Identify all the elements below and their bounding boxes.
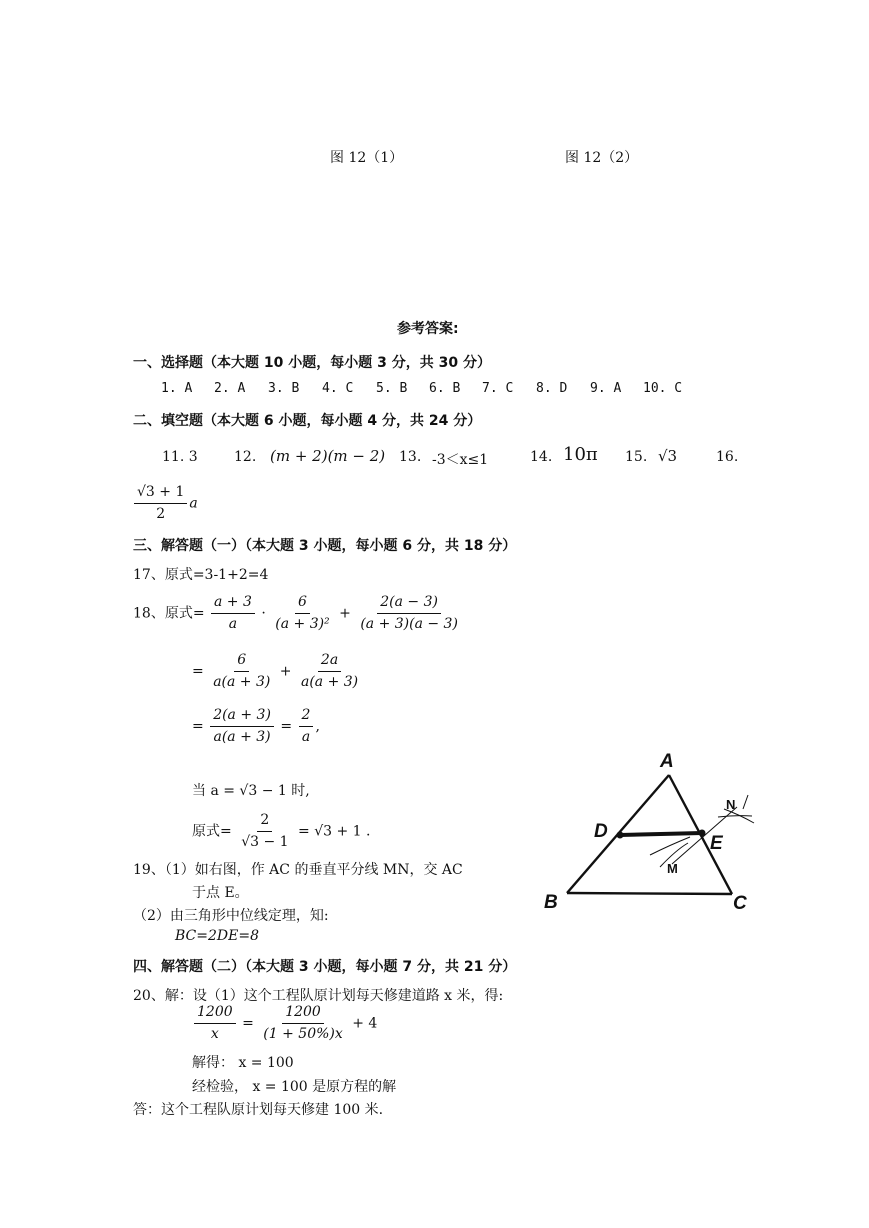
label-B: B <box>544 892 558 913</box>
eq-right-den: (1 + 50%)x <box>263 1025 343 1042</box>
q19-part1: 19、（1）如右图，作 AC 的垂直平分线 MN，交 AC <box>133 862 463 878</box>
step3-den: a(a + 3) <box>213 728 271 745</box>
label-N: N <box>726 797 736 812</box>
step2-t1-num: 6 <box>234 652 249 672</box>
q17: 17、原式=3-1+2=4 <box>133 567 269 583</box>
eq-plus: + 4 <box>352 1015 378 1032</box>
q20-check: 经检验， x = 100 是原方程的解 <box>192 1079 397 1095</box>
final-num: 2 <box>257 812 272 832</box>
answer-9: 9. A <box>590 381 622 396</box>
answer-10: 10. C <box>643 381 683 396</box>
q20-equation: $\frac{1200}{x}$ = $\frac{1200}{(1 + 50\%)x}$ + 4 <box>192 1004 377 1043</box>
answer-5: 5. B <box>376 381 408 396</box>
label-A: A <box>660 751 674 772</box>
q18-line3: = $\frac{2(a + 3)}{a(a + 3)}$ = $\frac{2}{a}$ , <box>192 707 320 745</box>
q15-label: 15. <box>625 449 648 465</box>
q20-answer: 答：这个工程队原计划每天修建 100 米. <box>133 1102 384 1118</box>
page-title: 参考答案: <box>397 321 459 337</box>
triangle-diagram <box>540 745 760 915</box>
final-prefix: 原式= <box>192 823 232 840</box>
q18-line2: = $\frac{6}{a(a + 3)}$ + $\frac{2a}{a(a + 3)}$ <box>192 652 363 691</box>
q18-t2-num: 6 <box>295 594 310 614</box>
q12-label: 12. <box>234 449 257 465</box>
answer-7: 7. C <box>482 381 514 396</box>
step3-res-num: 2 <box>299 707 314 727</box>
q20-solve: 解得： x = 100 <box>192 1055 294 1071</box>
label-D: D <box>594 821 608 842</box>
q18-t1-num: a + 3 <box>211 594 255 614</box>
step2-t2-num: 2a <box>318 652 341 672</box>
q18-when: 当 a = √3 − 1 时, <box>192 783 310 799</box>
final-result: = √3 + 1 . <box>298 823 371 840</box>
section4-heading: 四、解答题（二）（本大题 3 小题，每小题 7 分，共 21 分） <box>133 959 517 975</box>
final-den: √3 − 1 <box>241 833 289 850</box>
eq-left-num: 1200 <box>194 1004 236 1024</box>
figure-caption-2: 图 12（2） <box>565 150 639 166</box>
answer-1: 1. A <box>161 381 193 396</box>
eq-right-num: 1200 <box>282 1004 324 1024</box>
perpendicular-bisector <box>672 807 737 864</box>
answer-6: 6. B <box>429 381 461 396</box>
q13-label: 13. <box>399 449 422 465</box>
figure-caption-1: 图 12（1） <box>330 150 404 166</box>
side-BC <box>567 893 732 894</box>
q18-t2-den: (a + 3)² <box>275 615 330 632</box>
section3-heading: 三、解答题（一）（本大题 3 小题，每小题 6 分，共 18 分） <box>133 538 517 554</box>
eq-left-den: x <box>210 1025 219 1042</box>
q18-final <box>192 812 370 851</box>
answer-2: 2. A <box>214 381 246 396</box>
q16-answer <box>132 484 198 523</box>
q19-part1b: 于点 E。 <box>192 885 249 901</box>
step2-t1-den: a(a + 3) <box>213 673 271 690</box>
answer-8: 8. D <box>536 381 568 396</box>
q18-line1: 18、原式= $\frac{a + 3}{a}$ · $\frac{6}{\text{(a + 3)²}}$ + $\frac{2(a - 3)}{(a + 3)(a - 3)}$ <box>133 594 463 633</box>
q19-part2b: BC=2DE=8 <box>175 928 259 944</box>
q16-variable: a <box>189 495 198 512</box>
q15-answer: √3 <box>658 447 678 465</box>
q14-label: 14. <box>530 449 553 465</box>
section1-heading: 一、选择题（本大题 10 小题，每小题 3 分，共 30 分） <box>133 355 491 371</box>
segment-DE <box>620 833 702 835</box>
arc-upper-1 <box>718 816 752 817</box>
label-M: M <box>667 861 678 876</box>
step2-t2-den: a(a + 3) <box>300 673 359 690</box>
answer-4: 4. C <box>322 381 354 396</box>
q14-answer: 10π <box>563 444 598 465</box>
label-C: C <box>733 893 747 914</box>
q16-label: 16. <box>716 449 739 465</box>
q13-answer: -3＜x≤1 <box>432 452 489 468</box>
section2-heading: 二、填空题（本大题 6 小题，每小题 4 分，共 24 分） <box>133 413 482 429</box>
q16-numerator: √3 + 1 <box>134 484 187 504</box>
point-D <box>617 832 624 839</box>
step3-num: 2(a + 3) <box>210 707 274 727</box>
q20-setup: 20、解：设（1）这个工程队原计划每天修建道路 x 米，得: <box>133 988 504 1004</box>
q18-t3-den: (a + 3)(a − 3) <box>360 615 458 632</box>
label-E: E <box>710 833 723 854</box>
q12-answer: (m + 2)(m − 2) <box>270 447 386 465</box>
answer-3: 3. B <box>268 381 300 396</box>
q18-t1-den: a <box>228 615 238 632</box>
q11: 11. 3 <box>162 449 198 465</box>
q18-t3-num: 2(a − 3) <box>377 594 441 614</box>
q18-prefix: 18、原式= <box>133 605 205 622</box>
q16-denominator: 2 <box>156 505 166 522</box>
q19-part2: （2）由三角形中位线定理，知: <box>133 908 329 924</box>
step3-res-den: a <box>301 728 311 745</box>
